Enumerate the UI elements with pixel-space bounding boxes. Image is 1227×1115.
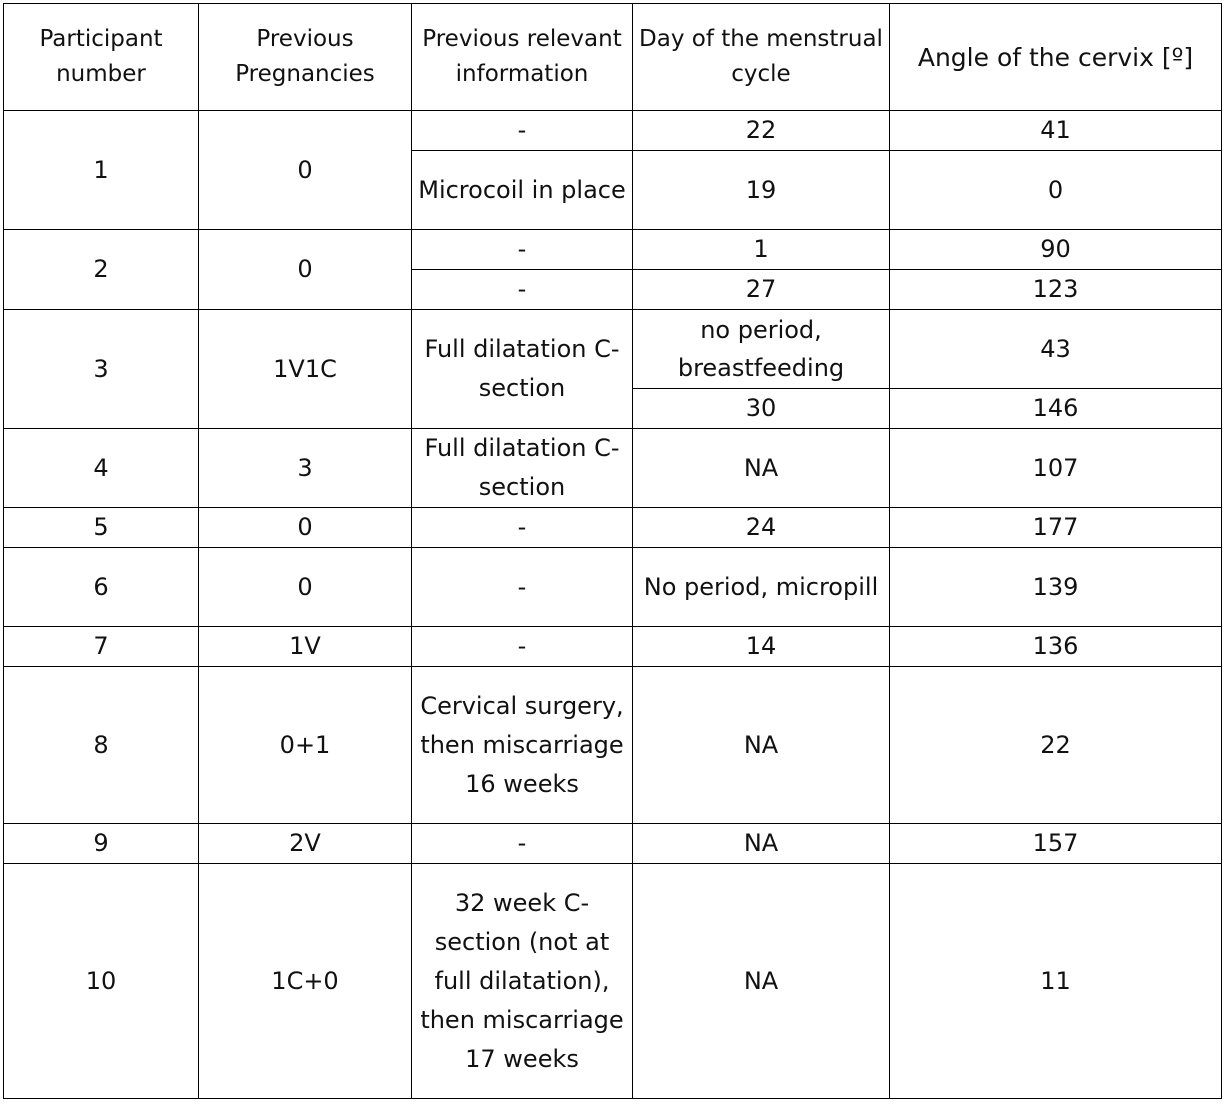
cycle-day-cell: No period, micropill xyxy=(633,548,890,627)
relevant-info-cell: - xyxy=(412,627,633,667)
relevant-info-cell: Cervical surgery, then miscarriage 16 weeks xyxy=(412,667,633,824)
cervix-angle-cell: 90 xyxy=(890,230,1222,270)
participant-number-cell: 3 xyxy=(4,310,199,429)
participant-number-cell: 6 xyxy=(4,548,199,627)
header-angle-of-cervix: Angle of the cervix [º] xyxy=(890,4,1222,111)
previous-pregnancies-cell: 0 xyxy=(199,508,412,548)
participant-number-cell: 1 xyxy=(4,111,199,230)
cycle-day-cell: no period, breastfeeding xyxy=(633,310,890,389)
cervix-angle-cell: 123 xyxy=(890,270,1222,310)
previous-pregnancies-cell: 0+1 xyxy=(199,667,412,824)
previous-pregnancies-cell: 0 xyxy=(199,548,412,627)
cervix-angle-cell: 139 xyxy=(890,548,1222,627)
cycle-day-cell: 1 xyxy=(633,230,890,270)
cycle-day-cell: 14 xyxy=(633,627,890,667)
cervix-angle-cell: 157 xyxy=(890,824,1222,864)
participant-number-cell: 7 xyxy=(4,627,199,667)
participant-number-cell: 9 xyxy=(4,824,199,864)
relevant-info-cell: - xyxy=(412,508,633,548)
participant-number-cell: 4 xyxy=(4,429,199,508)
previous-pregnancies-cell: 1V1C xyxy=(199,310,412,429)
cycle-day-cell: NA xyxy=(633,824,890,864)
previous-pregnancies-cell: 0 xyxy=(199,230,412,310)
table-row xyxy=(4,111,1222,151)
table-row xyxy=(4,627,1222,667)
cervix-angle-cell: 107 xyxy=(890,429,1222,508)
relevant-info-cell: - xyxy=(412,270,633,310)
header-previous-relevant-information: Previous relevant information xyxy=(412,4,633,111)
cervix-angle-table xyxy=(3,3,1222,1099)
header-row xyxy=(4,4,1222,111)
cycle-day-cell: 27 xyxy=(633,270,890,310)
cycle-day-cell: 24 xyxy=(633,508,890,548)
participant-number-cell: 5 xyxy=(4,508,199,548)
relevant-info-cell: Microcoil in place xyxy=(412,151,633,230)
table-row xyxy=(4,429,1222,508)
relevant-info-cell: - xyxy=(412,824,633,864)
header-previous-pregnancies: Previous Pregnancies xyxy=(199,4,412,111)
participant-number-cell: 2 xyxy=(4,230,199,310)
cervix-angle-cell: 11 xyxy=(890,864,1222,1099)
cervix-angle-cell: 146 xyxy=(890,389,1222,429)
header-participant-number: Participant number xyxy=(4,4,199,111)
cycle-day-cell: 30 xyxy=(633,389,890,429)
relevant-info-cell: Full dilatation C-section xyxy=(412,310,633,429)
cervix-angle-cell: 177 xyxy=(890,508,1222,548)
cervix-angle-cell: 22 xyxy=(890,667,1222,824)
cycle-day-cell: NA xyxy=(633,667,890,824)
participant-number-cell: 10 xyxy=(4,864,199,1099)
table-row xyxy=(4,864,1222,1099)
relevant-info-cell: - xyxy=(412,111,633,151)
previous-pregnancies-cell: 1V xyxy=(199,627,412,667)
cycle-day-cell: 19 xyxy=(633,151,890,230)
cervix-angle-cell: 41 xyxy=(890,111,1222,151)
cycle-day-cell: NA xyxy=(633,429,890,508)
cycle-day-cell: NA xyxy=(633,864,890,1099)
cervix-angle-cell: 0 xyxy=(890,151,1222,230)
previous-pregnancies-cell: 3 xyxy=(199,429,412,508)
table-row xyxy=(4,508,1222,548)
cervix-angle-cell: 43 xyxy=(890,310,1222,389)
relevant-info-cell: - xyxy=(412,230,633,270)
table-row xyxy=(4,824,1222,864)
previous-pregnancies-cell: 0 xyxy=(199,111,412,230)
table-row xyxy=(4,230,1222,270)
previous-pregnancies-cell: 2V xyxy=(199,824,412,864)
relevant-info-cell: Full dilatation C-section xyxy=(412,429,633,508)
table-row xyxy=(4,310,1222,389)
relevant-info-cell: 32 week C-section (not at full dilatation), then miscarriage 17 weeks xyxy=(412,864,633,1099)
participant-number-cell: 8 xyxy=(4,667,199,824)
table-row xyxy=(4,667,1222,824)
previous-pregnancies-cell: 1C+0 xyxy=(199,864,412,1099)
table-row xyxy=(4,548,1222,627)
relevant-info-cell: - xyxy=(412,548,633,627)
cervix-angle-cell: 136 xyxy=(890,627,1222,667)
cycle-day-cell: 22 xyxy=(633,111,890,151)
header-day-of-menstrual-cycle: Day of the menstrual cycle xyxy=(633,4,890,111)
